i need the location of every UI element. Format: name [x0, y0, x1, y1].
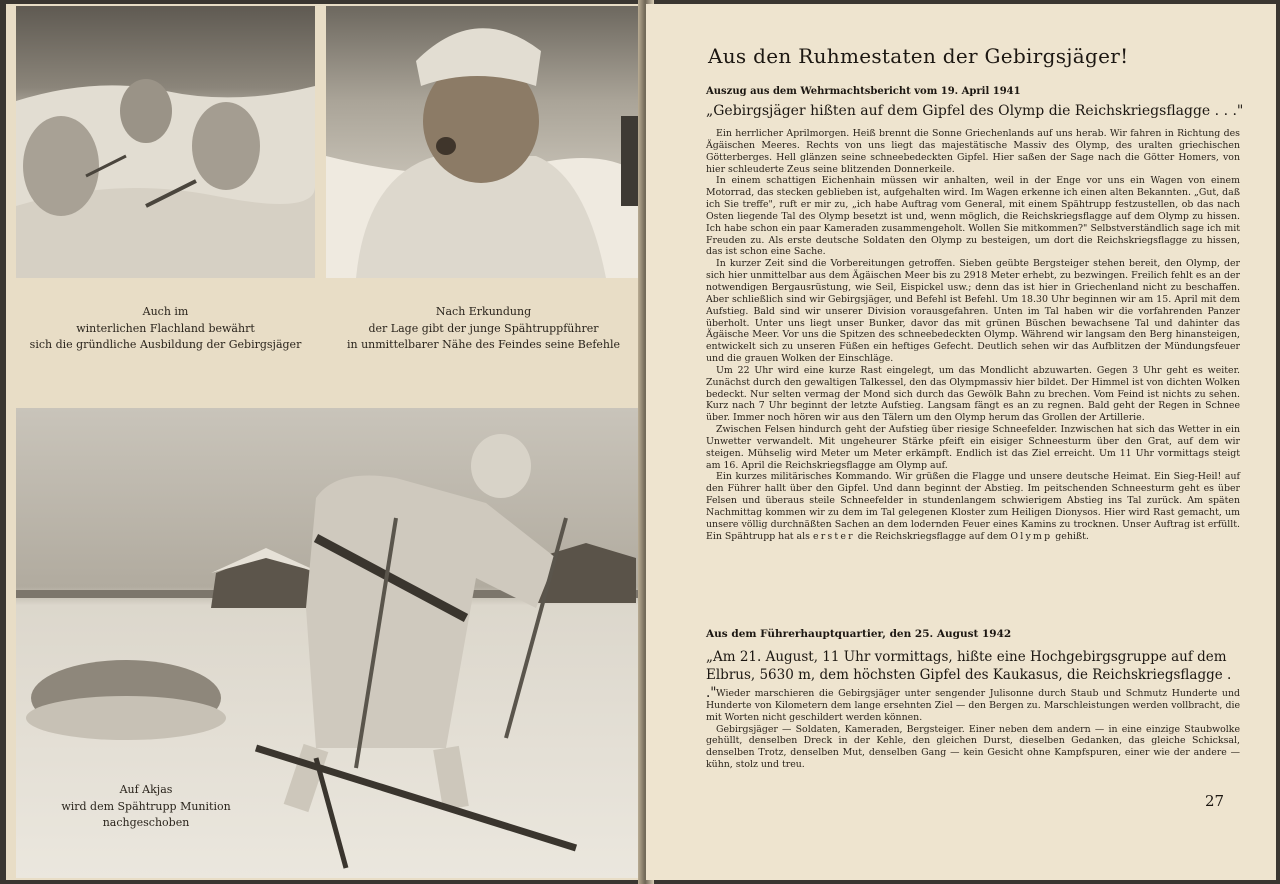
paragraph-text: die Reichskriegsflagge auf dem — [857, 530, 1008, 542]
caption-line: Nach Erkundung — [435, 305, 532, 318]
spaced-word: erster — [812, 530, 855, 542]
section2-body — [706, 688, 1240, 771]
paragraph-text: Ein kurzes militärisches Kommando. Wir grüßen die Flagge und unsere deutsche Heimat. Ein Sieg-Heil! auf den Führer hallt über den Gipfel. Und dann beginnt der Abstieg. Im peitschenden Schneesturm geht es über Felsen und überaus steile Schneefelder in stundenlangem schwierigem Abstieg ins Tal zurück. Am späten Nachmittag kommen wir zu dem im Tal gelegenen Kloster zum Heiligen Dionysos. Hier wird Rast gemacht, um unsere völlig durchnäßten Sachen an dem lodernden Feuer eines Kamins zu trocknen. Unser Auftrag ist erfüllt. Ein Spähtrupp hat als — [706, 471, 1240, 542]
photo-soldiers-in-snow — [16, 6, 315, 278]
caption-line: winterlichen Flachland bewährt — [76, 321, 255, 335]
section2-source: Aus dem Führerhauptquartier, den 25. August 1942 — [706, 628, 1012, 640]
caption-photo-3 — [46, 782, 246, 832]
paragraph: Um 22 Uhr wird eine kurze Rast eingelegt, um das Mondlicht abzuwarten. Gegen 3 Uhr geht es weiter. Zunächst durch den gewaltigen Talkessel, den das Olympmassiv hier bildet. Der Himmel ist von dichten Wolken bedeckt. Nur selten vermag der Mond sich durch das Gewölk Bahn zu brechen. Vom Feind ist nichts zu sehen. Kurz nach 7 Uhr beginnt der letzte Aufstieg. Langsam fängt es an zu regnen. Bald geht der Regen in Schnee über. Immer noch hören wir aus den Tälern um den Olymp herum das Grollen der Artillerie. — [706, 364, 1240, 424]
left-page — [6, 4, 644, 880]
section1-body — [706, 128, 1240, 543]
section2-headline: „Am 21. August, 11 Uhr vormittags, hißte eine Hochgebirgsgruppe auf dem Elbrus, 5630 m, dem höchsten Gipfel des Kaukasus, die Reichskriegsflagge . ." — [706, 649, 1232, 701]
photo-patrol-leader — [326, 6, 641, 278]
paragraph: In einem schattigen Eichenhain müssen wir anhalten, weil in der Enge vor uns ein Wagen von einem Motorrad, das stecken geblieben ist, aufgehalten wird. Im Wagen erkenne ich einen alten Bekannten. „Gut, daß ich Sie treffe", ruft er mir zu, „ich habe Auftrag vom General, mit einem Spähtrupp festzustellen, ob das nach Osten liegende Tal des Olymp besetzt ist und, wenn möglich, die Reichskriegsflagge auf dem Olymp zu hissen. Ich habe schon ein paar Kameraden zusammengeholt. Wollen Sie mitkommen?" Selbstverständlich sage ich mit Freuden zu. Als erste deutsche Soldaten den Olymp zu besteigen, um dort die Reichskriegsflagge zu hissen, das ist schon eine Sache. — [706, 175, 1240, 258]
paragraph: Ein herrlicher Aprilmorgen. Heiß brennt die Sonne Griechenlands auf uns herab. Wir fahren in Richtung des Ägäischen Meeres. Rechts von uns liegt das majestätische Massiv des Olymp, des uralten griechischen Götterberges. Hell glänzen seine schneebedeckten Gipfel. Hier saßen der Sage nach die Götter Homers, von hier schleuderte Zeus seine blitzenden Donnerkeile. — [706, 128, 1240, 175]
caption-photo-1 — [16, 304, 315, 354]
page-title: Aus den Ruhmestaten der Gebirgsjäger! — [708, 44, 1129, 68]
caption-line: wird dem Spähtrupp Munition — [61, 799, 231, 813]
page-number: 27 — [1205, 792, 1225, 810]
section1-source: Auszug aus dem Wehrmachtsbericht vom 19. April 1941 — [706, 86, 1021, 97]
caption-line: in unmittelbarer Nähe des Feindes seine Befehle — [346, 338, 621, 351]
spaced-word: Olymp — [1010, 530, 1053, 542]
caption-line: der Lage gibt der junge Spähtruppführer — [368, 321, 599, 335]
paragraph: Wieder marschieren die Gebirgsjäger unter sengender Julisonne durch Staub und Schmutz Hunderte und Hunderte von Kilometern dem lange ersehnten Ziel — den Bergen zu. Marschleistungen werden vollbracht, die mit Worten nicht geschildert werden können. — [706, 688, 1240, 723]
paragraph-text: gehißt. — [1055, 530, 1089, 542]
caption-photo-2 — [326, 304, 641, 354]
right-page — [646, 4, 1276, 880]
caption-line: sich die gründliche Ausbildung der Gebirgsjäger — [29, 338, 302, 351]
paragraph: Gebirgsjäger — Soldaten, Kameraden, Bergsteiger. Einer neben dem andern — in eine einzige Staubwolke gehüllt, denselben Dreck in der Kehle, den gleichen Durst, dieselben Gedanken, das gleiche Schicksal, denselben Trotz, denselben Mut, denselben Gang — kein Gesicht ohne Kampfspuren, einer wie der andere — kühn, stolz und treu. — [706, 723, 1240, 771]
paragraph: In kurzer Zeit sind die Vorbereitungen getroffen. Sieben geübte Bergsteiger stehen bereit, den Olymp, der sich hier unmittelbar aus dem Ägäischen Meer bis zu 2918 Meter erhebt, zu bezwingen. Freilich fehlt es an der notwendigen Bergausrüstung, wie Seil, Eispickel usw.; denn das ist hier in Griechenland nicht zu beschaffen. Aber schließlich sind wir Gebirgsjäger, und Befehl ist Befehl. Um 18.30 Uhr beginnen wir am 15. April mit dem Aufstieg. Bald sind wir unserer Division vorausgefahren. Unten im Tal haben wir die vorfahrenden Panzer überholt. Unter uns liegt unser Bunker, davor das mit grünen Büschen bewachsene Tal und dahinter das Ägäische Meer. Vor uns die Spitzen des schneebedeckten Olymp. Während wir langsam den Berg hinansteigen, entwickelt sich zu unseren Füßen ein heftiges Gefecht. Deutlich sehen wir das Aufblitzen der Mündungsfeuer und die grauen Wolken der Einschläge. — [706, 258, 1240, 365]
caption-line: Auch im — [142, 305, 189, 318]
caption-line: Auf Akjas — [119, 783, 173, 796]
section1-headline: „Gebirgsjäger hißten auf dem Gipfel des Olymp die Reichskriegsflagge . . ." — [706, 103, 1244, 119]
caption-line: nachgeschoben — [102, 816, 190, 829]
paragraph-final — [706, 471, 1240, 542]
paragraph: Zwischen Felsen hindurch geht der Aufstieg über riesige Schneefelder. Inzwischen hat sich das Wetter in ein Unwetter verwandelt. Mit ungeheurer Stärke pfeift ein eisiger Schneesturm über den Grat, auf dem wir steigen. Mühselig wird Meter um Meter erkämpft. Endlich ist das Ziel erreicht. Um 11 Uhr vormittags steigt am 16. April die Reichskriegsflagge am Olymp auf. — [706, 424, 1240, 471]
